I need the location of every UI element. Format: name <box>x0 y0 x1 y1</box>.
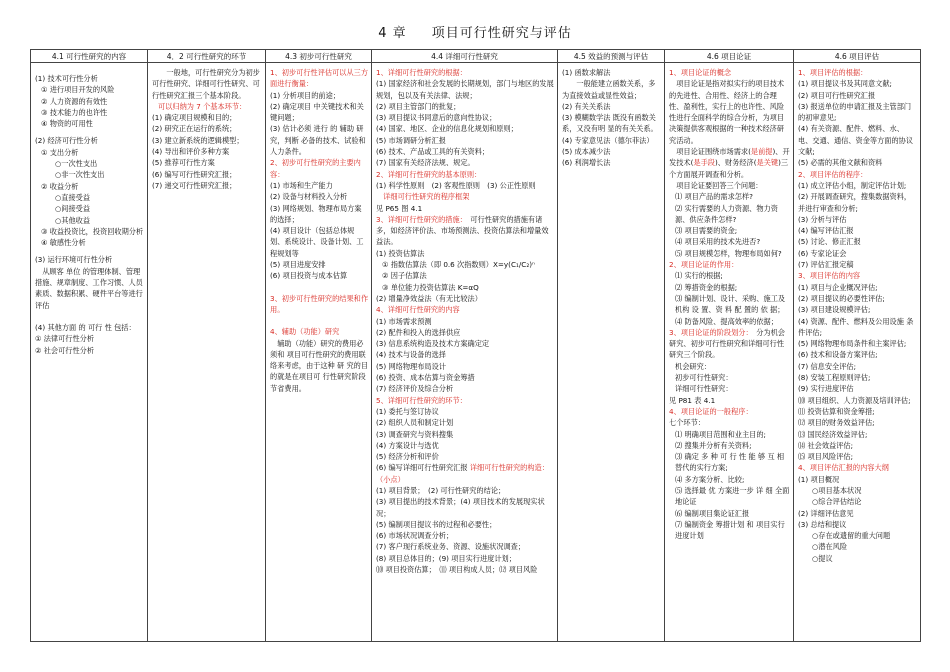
text-line: ② 人力资源的有效性 <box>41 96 108 106</box>
summary-table <box>30 49 921 642</box>
text-line: ③ 技术能力的也许性 <box>41 107 108 117</box>
text-line: 一般地，可行性研究分为初步可行性研究、详细可行性研究、可行性研究汇报三个基本阶段。 <box>152 68 260 100</box>
text-line: (2) 开展调查研究，搜集数据资料，并进行审查和分析; <box>798 192 912 213</box>
text-line: ⑶ 确定 多 种 可 行 性 能 够 互 相 替代的实行方案; <box>675 452 785 473</box>
text-line: (1) 项目概况 <box>798 474 840 484</box>
section-heading: 2、项目评估的程序： <box>798 169 868 179</box>
section-heading: 详细可行性研究的程序框架 <box>376 192 470 202</box>
text-line: (6) 利润增长法 <box>562 158 611 168</box>
text-line: (3) 估计必须 进行 的 辅助 研究，判断 必备的技术、试验和人力条件。 <box>270 124 366 157</box>
header-cell: 4.6 项目评估 <box>794 50 921 63</box>
text-line: (7) 信息安全评估; <box>798 361 857 371</box>
text-line: (1) 项目背景； (2) 可行性研究的结论； <box>376 485 506 495</box>
text-line: ① 进行项目开发的风险 <box>41 85 115 95</box>
text-line: ⑵ 筹措资金的根据; <box>675 282 738 292</box>
text-line: 3、项目论证的阶段划分： 分为机会研究、初步可行性研究和详细可行性研究三个阶段。 <box>669 327 785 360</box>
chapter-name: 项目可行性研究与评估 <box>431 26 572 41</box>
spacer <box>270 315 368 326</box>
section-heading: 4、详细可行性研究的内容 <box>376 305 460 315</box>
section-heading: 5、详细可行性研究的环节： <box>376 395 467 405</box>
text-line: (3) 分析与评估 <box>798 214 847 224</box>
text-line: (5) 项目进度安排 <box>270 260 326 270</box>
text-line: 项目论证是指对拟实行的项目技术的先进性、合用性、经济上的合理性、盈利性，实行上的也许性、风险性进行全面科学的综合分析，为项目决策提供客观根据的一种技术经济研究活动。 <box>669 79 785 145</box>
text-line: (6) 投资、成本估算与资金筹措 <box>376 373 475 383</box>
text-line: (1) 市场需求预测 <box>376 316 432 326</box>
text-line: (7) 递交可行性研究汇报； <box>152 180 237 190</box>
spacer <box>270 282 368 293</box>
text-line: (5) 讨论、修正汇报 <box>798 237 861 247</box>
text-line: (3) 项目提出的技术背景；(4) 项目技术的发展现实状况； <box>376 497 545 518</box>
text-line: ⑴ 明确项目范围和业主目的; <box>675 429 766 439</box>
text-line: (1) 市场和生产能力 <box>270 180 333 190</box>
text-line: (7) 国家有关经济法规、规定。 <box>376 158 475 168</box>
text-line: (6) 技术和设备方案评估; <box>798 350 878 360</box>
column-cell-4-5 <box>558 63 665 642</box>
text-line: (5) 必需的其他文献和资料 <box>798 158 883 168</box>
header-cell: 4.4 详细可行性研究 <box>372 50 558 63</box>
section-heading: 4、项目论证的一般程序： <box>669 406 753 416</box>
text-line: (4) 编写评估汇报 <box>798 226 854 236</box>
section-heading: 1、项目评估的根据： <box>798 68 868 77</box>
column-cell-4-3 <box>266 63 372 642</box>
text-line: 见 P65 图 4.1 <box>376 203 423 213</box>
text-line: ⑶ 项目需要的资金; <box>675 226 738 236</box>
text-line: ⑷ 项目采用的技术先进否? <box>675 237 761 247</box>
text-line: 详细可行性研究： <box>675 384 733 394</box>
text-line: (3) 项目提议书同意后的意向性协议； <box>376 113 497 123</box>
text-line: (2) 项目可行性研究汇报 <box>798 90 876 100</box>
text-line: (1) 国家经济和社会发展的长期规划，部门与地区的发展规划，包以及有关法律、法规； <box>376 79 554 100</box>
section-heading: 4、项目评估汇报的内容大纲 <box>798 463 889 473</box>
section-heading: 4、辅助（功能）研究 <box>270 327 340 337</box>
text-line: (1) 成立评估小组，制定评估计划; <box>798 180 907 190</box>
text-line: (2) 经济可行性分析 <box>35 136 98 146</box>
text-line: 辅助（功能）研究的费用必须和 项目可行性研究的费用联络来考虑，由于这种 研 究的目的就是在项目可 行性研究阶段节省费用。 <box>270 338 368 393</box>
text-line: ⑸ 选择最 优 方案进一步 详 细 全面地论证 <box>675 485 790 507</box>
text-line: ○其他收益 <box>55 215 91 225</box>
text-line: ⑸ 项目规模怎样，物理布局如何? <box>675 248 782 258</box>
text-line: (3) 建立新系统的逻辑模型； <box>152 135 244 145</box>
text-line: ③ 收益投资比，投资回收期分析 <box>41 226 144 236</box>
text-line: ⑵ 实行需要的人力资源、物力资源、供应条件怎样? <box>675 203 778 224</box>
text-line: ○提议 <box>812 553 833 563</box>
text-line: (2) 确定项目 中关键技术和关键问题； <box>270 101 364 123</box>
text-line: (1) 科学性原则 (2) 客观性原则 (3) 公正性原则 <box>376 180 536 190</box>
text-line: (6) 技术、产品或工具的有关资料； <box>376 147 490 157</box>
text-line: (3) 调查研究与资料搜集 <box>376 429 454 439</box>
text-line: (5) 网络物理布局条件和主案评估; <box>798 339 907 349</box>
text-line: (6) 编写可行性研究汇报； <box>152 169 237 179</box>
text-line: (4) 专家意见法（德尔菲法） <box>562 135 654 145</box>
text-line: (3) 项目建设规模评估; <box>798 305 871 315</box>
text-line: (3) 模糊数学法 既没有函数关系，又没有明 显的有关关系。 <box>562 113 658 134</box>
header-cell: 4.5 效益的预测与评估 <box>558 50 665 63</box>
section-heading: 1、初步可行性评估可以从三方面进行衡量： <box>270 68 368 89</box>
text-line: (5) 成本减少法 <box>562 147 611 157</box>
column-cell-4-6a <box>665 63 794 642</box>
text-line: (5) 市场调研分析汇报 <box>376 135 446 145</box>
text-line: 3、详细可行性研究的措施： 可行性研究的措施有诸多，如经济评价法、市场预测法、投资估算法和增量效益法。 <box>376 214 549 247</box>
text-line: (4) 有关资源、配件、燃料、水、电、交通、通信、资金等方面的协议文献; <box>798 124 914 157</box>
text-line: (8) 项目总体目的；(9) 项目实行进度计划； <box>376 553 516 563</box>
text-line: (7) 经济评价及综合分析 <box>376 384 454 394</box>
text-line: ⑽ 项目投资估算； ⑾ 项目构成人员；⑿ 项目风险 <box>376 565 538 575</box>
text-line: (7) 客户现行系统业务、资源、设施状况调查； <box>376 542 526 552</box>
text-line: 从顾客 单位 的管理体制、管理措施、规章制度、工作习惯、人员素质、数据积累、硬件平台等进行评估 <box>35 266 143 310</box>
page-title <box>0 22 950 41</box>
text-line: 机会研究： <box>675 361 711 371</box>
text-line: (1) 函数求解法 <box>562 68 611 77</box>
text-line: ⑴ 项目产品的需求怎样? <box>675 192 753 202</box>
text-line: (2) 配件和投入的选择供应 <box>376 327 461 337</box>
header-row <box>31 50 921 63</box>
text-line: ○存在或遗留的重大问题 <box>812 531 891 541</box>
section-heading: 2、详细可行性研究的基本原则： <box>376 169 482 179</box>
text-line: ⒁ 社会效益评估; <box>798 440 854 450</box>
text-line: (4) 方案设计与选优 <box>376 440 439 450</box>
text-line: (7) 评估汇报定稿 <box>798 260 854 270</box>
text-line: ○潜在风险 <box>812 542 848 552</box>
text-line: (1) 委托与签订协议 <box>376 406 439 416</box>
text-line: (1) 投资估算法 <box>376 248 425 258</box>
text-line: (5) 经济分析和评价 <box>376 452 439 462</box>
text-line: ① 指数估算法（即 0.6 次指数则）X=y(C₁/C₂)ⁿ <box>382 260 535 270</box>
text-line: 一般能建立函数关系，多为直接效益或显性效益； <box>562 79 656 100</box>
text-line: ② 因子估算法 <box>382 271 427 281</box>
text-line: ⑽ 项目组织、人力资源及培训评估; <box>798 395 911 405</box>
text-line: (1) 项目提议书及其同意文献; <box>798 79 892 89</box>
text-line: 初步可行性研究： <box>675 373 733 383</box>
text-line: ⑴ 实行的根据; <box>675 271 723 281</box>
section-heading: 2、初步可行性研究的主要内容： <box>270 158 361 179</box>
text-line: (2) 项目主管部门的批复； <box>376 101 461 111</box>
text-line: 见 P81 表 4.1 <box>669 395 716 405</box>
text-line: (6) 市场状况调查分析； <box>376 531 454 541</box>
text-line: (6) 专家论证会 <box>798 248 847 258</box>
text-line: (8) 安装工程原则评估; <box>798 373 871 383</box>
text-line: ⑷ 多方案分析、比较; <box>675 474 745 484</box>
text-line: (4) 导出和评价多种方案 <box>152 147 230 157</box>
text-line: (4) 项目设计（包括总体规划、系统设计、设备计划、工程规划等 <box>270 226 364 258</box>
text-line: ○一次性支出 <box>55 159 98 169</box>
text-line: ① 支出分析 <box>41 147 79 157</box>
column-cell-4-4 <box>372 63 558 642</box>
text-line: (2) 研究正在运行的系统； <box>152 124 237 134</box>
header-cell: 4.3 初步可行性研究 <box>266 50 372 63</box>
text-line: ⒂ 项目风险评估; <box>798 452 854 462</box>
text-line: ④ 物资的可用性 <box>41 119 93 129</box>
text-line: 项目论证围绕市场需求(是前提)、开发技术(是手段)、财务经济(是关键)三个方面展开调查和分析。 <box>669 147 790 179</box>
column-cell-4-2 <box>148 63 266 642</box>
text-line: ○间接受益 <box>55 204 91 214</box>
text-line: (2) 组织人员和制定计划 <box>376 418 454 428</box>
text-line: (3) 网络规划、物理布局方案的选择； <box>270 203 362 224</box>
text-line: (4) 技术与设备的选择 <box>376 350 446 360</box>
chapter-number: 4 章 <box>378 26 407 41</box>
text-line: (6) 编写详细可行性研究汇报 详细可行性研究的构造：（小点） <box>376 463 549 484</box>
text-line: (1) 项目与企业概况评估; <box>798 282 878 292</box>
text-line: (6) 项目投资与成本估算 <box>270 271 348 281</box>
text-line: ⑿ 项目的财务效益评估; <box>798 418 875 428</box>
column-cell-4-6b <box>794 63 921 642</box>
text-line: (5) 推荐可行性方案 <box>152 158 215 168</box>
text-line: (3) 运行环境可行性分析 <box>35 255 113 265</box>
header-cell: 4.6 项目论证 <box>665 50 794 63</box>
section-heading: 2、项目论证的作用： <box>669 260 739 270</box>
text-line: (2) 增量净效益法（有无比较法） <box>376 293 482 303</box>
text-line: (4) 其他方面 的 可行 性 包括： <box>35 322 136 332</box>
text-line: ② 收益分析 <box>41 181 79 191</box>
text-line: ⑶ 编制计划、设计、采购、施工及机构 设 置、资 料 配 置的 依 据； <box>675 293 786 315</box>
text-line: 七个环节： <box>669 418 705 428</box>
text-line: ○项目基本状况 <box>812 485 862 495</box>
column-cell-4-1 <box>31 63 148 642</box>
text-line: (4) 资源、配件、燃料及公用设施 条 件评估; <box>798 316 914 337</box>
text-line: (2) 项目提议的必要性评估; <box>798 293 885 303</box>
text-line: ○非一次性支出 <box>55 170 105 180</box>
text-line: (3) 总结和提议 <box>798 519 847 529</box>
text-line: ⑺ 编制资金 筹措计划 和 项目实行进度计划 <box>675 519 785 541</box>
text-line: ○综合评估结论 <box>812 497 862 507</box>
section-heading: 1、详细可行性研究的根据： <box>376 68 467 77</box>
text-line: (1) 分析项目的前途； <box>270 90 340 100</box>
text-line: (3) 信息系统构造及技术方案确定定 <box>376 339 490 349</box>
content-row <box>31 63 921 642</box>
text-line: (9) 实行进度评估 <box>798 384 854 394</box>
text-line: ① 法律可行性分析 <box>35 334 95 344</box>
text-line: (2) 有关关系法 <box>562 101 611 111</box>
text-line: (2) 详细评估意见 <box>798 508 854 518</box>
text-line: ⒀ 国民经济效益评估; <box>798 429 868 439</box>
text-line: (1) 技术可行性分析 <box>35 74 98 83</box>
spacer <box>35 311 144 322</box>
section-heading: 3、项目评估的内容 <box>798 271 861 281</box>
text-line: ○直接受益 <box>55 192 91 202</box>
text-line: ② 社会可行性分析 <box>35 345 95 355</box>
section-heading: 3、初步可行性研究的结果和作用。 <box>270 293 368 314</box>
text-line: (3) 报送单位的申请汇报及主管部门的初审意见; <box>798 101 912 123</box>
text-line: (1) 确定项目规模和目的； <box>152 113 237 123</box>
text-line: (5) 编制项目提议书的过程和必要性； <box>376 519 497 529</box>
text-line: 项目论证要回答三个问题： <box>669 180 763 190</box>
section-heading: 可以归纳为 7 个基本环节： <box>158 101 247 111</box>
header-cell: 4．2 可行性研究的环节 <box>148 50 266 63</box>
text-line: ④ 敏感性分析 <box>41 238 86 248</box>
section-heading: 1、项目论证的概念 <box>669 68 732 77</box>
text-line: (5) 网络物理布局设计 <box>376 361 446 371</box>
text-line: ⑹ 编制项目集论证汇报 <box>675 508 750 518</box>
text-line: (2) 设备与材料投入分析 <box>270 192 348 202</box>
text-line: ⑾ 投资估算和资金筹措; <box>798 406 875 416</box>
text-line: ⑵ 搜集并分析有关资料; <box>675 440 752 450</box>
header-cell: 4.1 可行性研究的内容 <box>31 50 148 63</box>
text-line: ③ 单位能力投资估算法 K=αQ <box>382 282 479 292</box>
text-line: ⑷ 防备风险、提高效率的依据； <box>675 316 778 326</box>
text-line: (4) 国家、地区、企业的信息化规划和原则； <box>376 124 518 134</box>
